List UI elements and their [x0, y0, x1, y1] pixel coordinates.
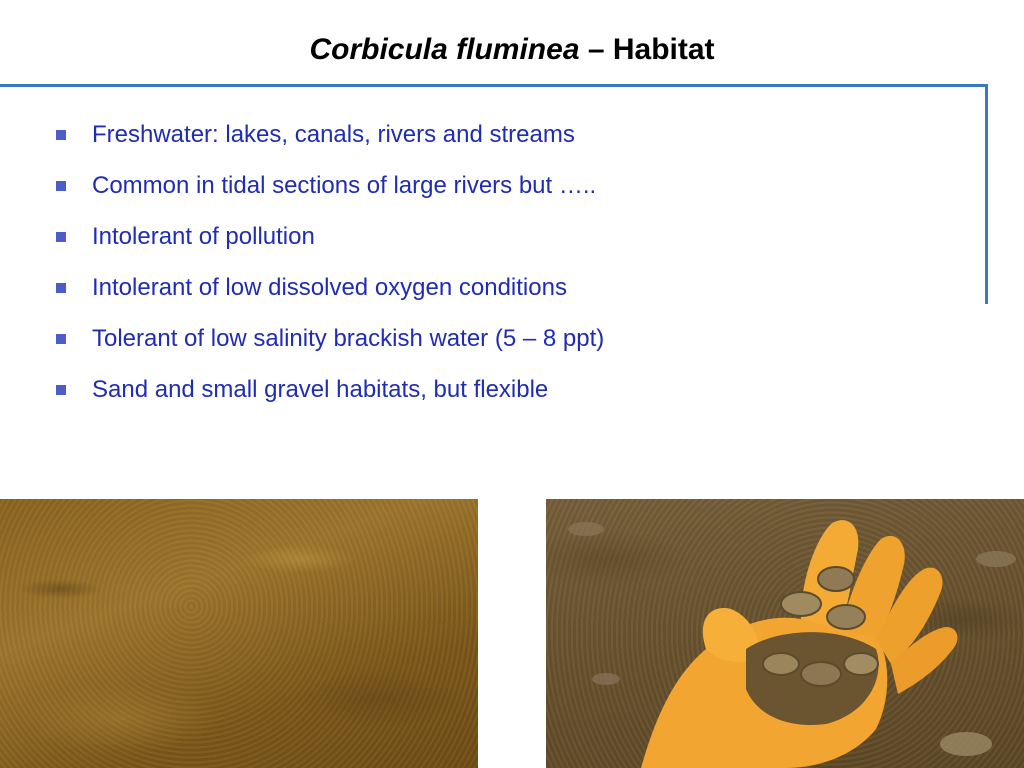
- bullet-square-icon: [56, 283, 66, 293]
- bullet-text: Sand and small gravel habitats, but flexible: [92, 376, 549, 403]
- bullet-square-icon: [56, 181, 66, 191]
- bullet-list: [56, 114, 604, 420]
- bullet-text: Intolerant of low dissolved oxygen conditions: [92, 274, 567, 301]
- bullet-item: [56, 369, 604, 420]
- bullet-item: [56, 216, 604, 267]
- bullet-square-icon: [56, 385, 66, 395]
- bullet-square-icon: [56, 232, 66, 242]
- bullet-item: [56, 114, 604, 165]
- bullet-square-icon: [56, 334, 66, 344]
- bullet-text: Common in tidal sections of large rivers but …..: [92, 172, 597, 199]
- bullet-item: [56, 267, 604, 318]
- title-divider-line: [0, 84, 986, 87]
- title-species-name: Corbicula fluminea: [309, 33, 580, 66]
- slide-title: [0, 30, 1024, 70]
- right-divider-line: [985, 84, 988, 304]
- hand-with-clams-illustration: [546, 499, 1024, 768]
- hand-with-clams-photo: [546, 499, 1024, 768]
- bullet-text: Intolerant of pollution: [92, 223, 315, 250]
- title-suffix: – Habitat: [579, 33, 715, 66]
- bullet-item: [56, 318, 604, 369]
- bullet-item: [56, 165, 604, 216]
- sand-gravel-photo: [0, 499, 478, 768]
- bullet-text: Tolerant of low salinity brackish water (5 – 8 ppt): [92, 325, 605, 352]
- bullet-square-icon: [56, 130, 66, 140]
- bullet-text: Freshwater: lakes, canals, rivers and streams: [92, 121, 575, 148]
